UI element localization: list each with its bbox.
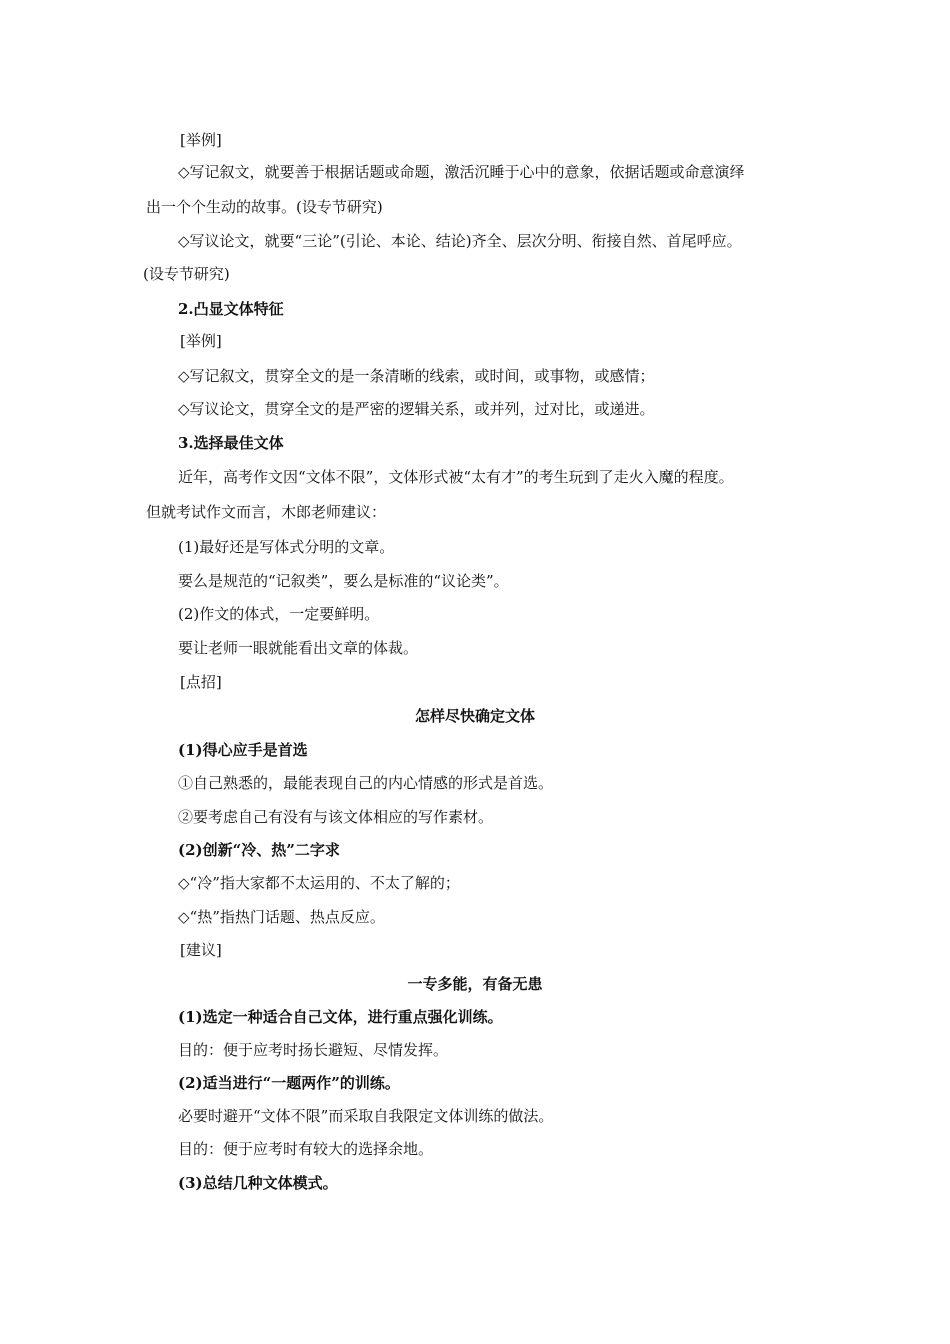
label-suggestion: [建议]	[180, 941, 222, 959]
suggestion-item-2-purpose: 目的：便于应考时有较大的选择余地。	[178, 1140, 434, 1158]
paragraph-narrative-line1: ◇写记叙文，就要善于根据话题或命题，激活沉睡于心中的意象，依据话题或命意演绎	[178, 163, 745, 181]
tips-item-2a: ◇“冷”指大家都不太运用的、不太了解的；	[178, 874, 460, 892]
tips-item-1b: ②要考虑自己有没有与该文体相应的写作素材。	[178, 808, 494, 826]
paragraph-argument-line1: ◇写议论文，就要“三论”(引论、本论、结论)齐全、层次分明、衔接自然、首尾呼应。	[178, 232, 742, 250]
label-tips: [点招]	[180, 673, 222, 691]
box-title-suggestion: 一专多能，有备无患	[407, 975, 543, 993]
tips-heading-2: (2)创新“冷、热”二字求	[178, 841, 340, 859]
section-heading-3: 3.选择最佳文体	[178, 434, 284, 452]
paragraph-narrative-thread: ◇写记叙文，贯穿全文的是一条清晰的线索，或时间，或事物，或感情；	[178, 367, 655, 385]
suggestion-heading-1: (1)选定一种适合自己文体，进行重点强化训练。	[178, 1008, 503, 1026]
tips-heading-1: (1)得心应手是首选	[178, 741, 308, 759]
section-heading-2: 2.凸显文体特征	[178, 300, 284, 318]
advice-item-1: (1)最好还是写体式分明的文章。	[178, 538, 395, 556]
advice-item-1-detail: 要么是规范的“记叙类”，要么是标准的“议论类”。	[178, 572, 509, 590]
paragraph-argument-line2: (设专节研究)	[143, 265, 230, 283]
box-title-tips: 怎样尽快确定文体	[414, 707, 535, 725]
paragraph-recent-years-line2: 但就考试作文而言，木郎老师建议：	[146, 503, 387, 521]
tips-item-2b: ◇“热”指热门话题、热点反应。	[178, 908, 385, 926]
suggestion-heading-3: (3)总结几种文体模式。	[178, 1174, 338, 1192]
tips-item-1a: ①自己熟悉的，最能表现自己的内心情感的形式是首选。	[178, 774, 554, 792]
paragraph-argument-thread: ◇写议论文，贯穿全文的是严密的逻辑关系，或并列，过对比，或递进。	[178, 400, 655, 418]
suggestion-item-2-detail: 必要时避开“文体不限”而采取自我限定文体训练的做法。	[178, 1107, 554, 1125]
suggestion-heading-2: (2)适当进行“一题两作”的训练。	[178, 1074, 400, 1092]
suggestion-item-1-purpose: 目的：便于应考时扬长避短、尽情发挥。	[178, 1041, 449, 1059]
advice-item-2-detail: 要让老师一眼就能看出文章的体裁。	[178, 639, 419, 657]
advice-item-2: (2)作文的体式，一定要鲜明。	[178, 605, 380, 623]
paragraph-narrative-line2: 出一个个生动的故事。(设专节研究)	[146, 198, 383, 216]
paragraph-recent-years-line1: 近年，高考作文因“文体不限”，文体形式被“太有才”的考生玩到了走火入魔的程度。	[178, 468, 734, 486]
label-example: [举例]	[180, 131, 222, 149]
label-example: [举例]	[180, 332, 222, 350]
